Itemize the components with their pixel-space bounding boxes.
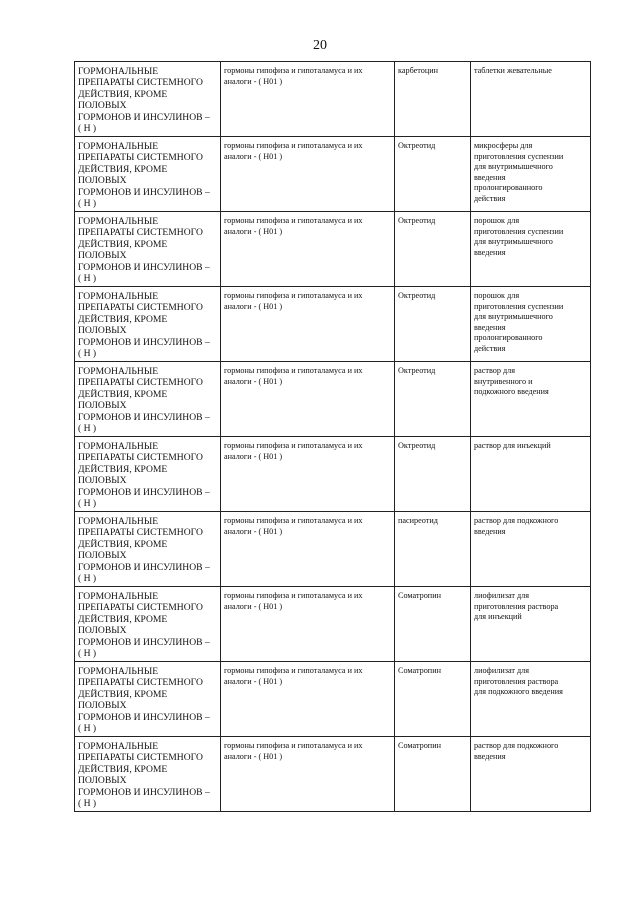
table-row: [75, 212, 591, 287]
drug-name-cell: пасиреотид: [395, 512, 471, 587]
pharmacological-group-cell: ГОРМОНАЛЬНЫЕ ПРЕПАРАТЫ СИСТЕМНОГО ДЕЙСТВИЯ, КРОМЕ ПОЛОВЫХ ГОРМОНОВ И ИНСУЛИНОВ – ( H ): [75, 662, 221, 737]
dosage-form-cell: раствор для подкожного введения: [471, 737, 591, 812]
table-row: [75, 287, 591, 362]
atc-subgroup-cell: гормоны гипофиза и гипоталамуса и их аналоги - ( H01 ): [221, 362, 395, 437]
pharmacological-group-cell: ГОРМОНАЛЬНЫЕ ПРЕПАРАТЫ СИСТЕМНОГО ДЕЙСТВИЯ, КРОМЕ ПОЛОВЫХ ГОРМОНОВ И ИНСУЛИНОВ – ( H ): [75, 212, 221, 287]
dosage-form-cell: таблетки жевательные: [471, 62, 591, 137]
table-row: [75, 737, 591, 812]
table-row: [75, 62, 591, 137]
pharmacological-group-cell: ГОРМОНАЛЬНЫЕ ПРЕПАРАТЫ СИСТЕМНОГО ДЕЙСТВИЯ, КРОМЕ ПОЛОВЫХ ГОРМОНОВ И ИНСУЛИНОВ – ( H ): [75, 362, 221, 437]
atc-subgroup-cell: гормоны гипофиза и гипоталамуса и их аналоги - ( H01 ): [221, 137, 395, 212]
dosage-form-cell: порошок для приготовления суспензии для внутримышечного введения пролонгированного действия: [471, 287, 591, 362]
table-row: [75, 662, 591, 737]
atc-subgroup-cell: гормоны гипофиза и гипоталамуса и их аналоги - ( H01 ): [221, 62, 395, 137]
dosage-form-cell: порошок для приготовления суспензии для внутримышечного введения: [471, 212, 591, 287]
drug-name-cell: карбетоцин: [395, 62, 471, 137]
pharmacological-group-cell: ГОРМОНАЛЬНЫЕ ПРЕПАРАТЫ СИСТЕМНОГО ДЕЙСТВИЯ, КРОМЕ ПОЛОВЫХ ГОРМОНОВ И ИНСУЛИНОВ – ( H ): [75, 437, 221, 512]
drug-table-body: [75, 62, 591, 812]
atc-subgroup-cell: гормоны гипофиза и гипоталамуса и их аналоги - ( H01 ): [221, 512, 395, 587]
atc-subgroup-cell: гормоны гипофиза и гипоталамуса и их аналоги - ( H01 ): [221, 662, 395, 737]
atc-subgroup-cell: гормоны гипофиза и гипоталамуса и их аналоги - ( H01 ): [221, 587, 395, 662]
drug-name-cell: Октреотид: [395, 437, 471, 512]
table-row: [75, 587, 591, 662]
table-row: [75, 137, 591, 212]
drug-name-cell: Соматропин: [395, 662, 471, 737]
pharmacological-group-cell: ГОРМОНАЛЬНЫЕ ПРЕПАРАТЫ СИСТЕМНОГО ДЕЙСТВИЯ, КРОМЕ ПОЛОВЫХ ГОРМОНОВ И ИНСУЛИНОВ – ( H ): [75, 137, 221, 212]
drug-table: [74, 61, 591, 812]
atc-subgroup-cell: гормоны гипофиза и гипоталамуса и их аналоги - ( H01 ): [221, 437, 395, 512]
pharmacological-group-cell: ГОРМОНАЛЬНЫЕ ПРЕПАРАТЫ СИСТЕМНОГО ДЕЙСТВИЯ, КРОМЕ ПОЛОВЫХ ГОРМОНОВ И ИНСУЛИНОВ – ( H ): [75, 737, 221, 812]
drug-name-cell: Соматропин: [395, 737, 471, 812]
dosage-form-cell: микросферы для приготовления суспензии для внутримышечного введения пролонгированного действия: [471, 137, 591, 212]
drug-name-cell: Октреотид: [395, 287, 471, 362]
atc-subgroup-cell: гормоны гипофиза и гипоталамуса и их аналоги - ( H01 ): [221, 737, 395, 812]
pharmacological-group-cell: ГОРМОНАЛЬНЫЕ ПРЕПАРАТЫ СИСТЕМНОГО ДЕЙСТВИЯ, КРОМЕ ПОЛОВЫХ ГОРМОНОВ И ИНСУЛИНОВ – ( H ): [75, 587, 221, 662]
dosage-form-cell: раствор для подкожного введения: [471, 512, 591, 587]
table-row: [75, 437, 591, 512]
pharmacological-group-cell: ГОРМОНАЛЬНЫЕ ПРЕПАРАТЫ СИСТЕМНОГО ДЕЙСТВИЯ, КРОМЕ ПОЛОВЫХ ГОРМОНОВ И ИНСУЛИНОВ – ( H ): [75, 512, 221, 587]
dosage-form-cell: раствор для инъекций: [471, 437, 591, 512]
pharmacological-group-cell: ГОРМОНАЛЬНЫЕ ПРЕПАРАТЫ СИСТЕМНОГО ДЕЙСТВИЯ, КРОМЕ ПОЛОВЫХ ГОРМОНОВ И ИНСУЛИНОВ – ( H ): [75, 62, 221, 137]
drug-name-cell: Октреотид: [395, 212, 471, 287]
table-row: [75, 362, 591, 437]
page-number: 20: [313, 38, 327, 53]
dosage-form-cell: раствор для внутривенного и подкожного введения: [471, 362, 591, 437]
pharmacological-group-cell: ГОРМОНАЛЬНЫЕ ПРЕПАРАТЫ СИСТЕМНОГО ДЕЙСТВИЯ, КРОМЕ ПОЛОВЫХ ГОРМОНОВ И ИНСУЛИНОВ – ( H ): [75, 287, 221, 362]
atc-subgroup-cell: гормоны гипофиза и гипоталамуса и их аналоги - ( H01 ): [221, 212, 395, 287]
drug-name-cell: Соматропин: [395, 587, 471, 662]
drug-name-cell: Октреотид: [395, 137, 471, 212]
dosage-form-cell: лиофилизат для приготовления раствора для инъекций: [471, 587, 591, 662]
table-row: [75, 512, 591, 587]
drug-name-cell: Октреотид: [395, 362, 471, 437]
atc-subgroup-cell: гормоны гипофиза и гипоталамуса и их аналоги - ( H01 ): [221, 287, 395, 362]
dosage-form-cell: лиофилизат для приготовления раствора для подкожного введения: [471, 662, 591, 737]
